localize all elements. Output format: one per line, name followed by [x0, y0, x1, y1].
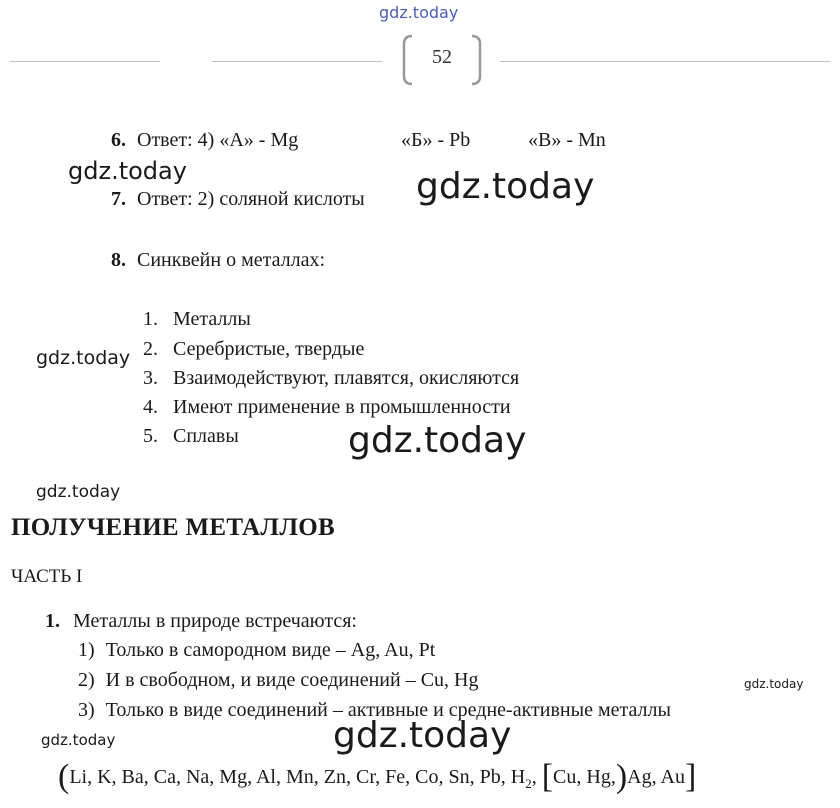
list-text: Взаимодействуют, плавятся, окисляются [173, 367, 520, 389]
option-text: Только в самородном виде – Ag, Au, Pt [105, 639, 436, 661]
header-rule-left [10, 61, 160, 62]
option-text: Только в виде соединений – активные и средне-активные металлы [105, 699, 671, 721]
option-number: 1) [78, 639, 95, 661]
question-1 [45, 610, 357, 633]
list-number: 5. [143, 425, 158, 447]
option-item [78, 669, 478, 692]
answer-6-b: «Б» - Pb [401, 129, 471, 151]
cinquain-item [143, 425, 239, 448]
watermark: gdz.today [36, 482, 121, 502]
series-comma: , [531, 766, 537, 788]
part-title: ЧАСТЬ I [11, 566, 83, 587]
series-list: Li, K, Ba, Ca, Na, Mg, Al, Mn, Zn, Cr, Fe, Co, Sn, Pb, H [69, 766, 526, 788]
header-rule-right [500, 61, 830, 62]
section-title: ПОЛУЧЕНИЕ МЕТАЛЛОВ [11, 514, 335, 541]
item-number: 8. [111, 249, 126, 271]
close-paren: ) [615, 758, 628, 795]
answer-6 [111, 129, 298, 152]
question-text: Металлы в природе встречаются: [73, 610, 357, 632]
header-rule-left-2 [212, 61, 382, 62]
watermark: gdz.today [68, 157, 187, 185]
item-number: 7. [111, 188, 126, 210]
open-bracket: [ [541, 758, 554, 795]
item-number: 6. [111, 129, 126, 151]
watermark: gdz.today [416, 166, 595, 207]
page-number: 52 [432, 46, 452, 68]
page-number-box [402, 34, 482, 86]
option-item [78, 639, 435, 662]
option-number: 2) [78, 669, 95, 691]
subscript: 2 [525, 776, 532, 791]
answer-6-c: «В» - Mn [528, 129, 606, 151]
answer-text: Синквейн о металлах: [137, 249, 326, 271]
question-number: 1. [45, 610, 60, 632]
cinquain-item [143, 338, 364, 361]
list-text: Имеют применение в промышленности [173, 396, 511, 418]
option-text: И в свободном, и виде соединений – Cu, Hg [105, 669, 479, 691]
watermark: gdz.today [744, 677, 804, 691]
series-tail: Ag, Au [627, 766, 685, 788]
list-number: 4. [143, 396, 158, 418]
close-bracket: ] [684, 758, 697, 795]
watermark: gdz.today [333, 715, 512, 756]
option-number: 3) [78, 699, 95, 721]
activity-series [58, 756, 697, 795]
watermark-top: gdz.today [379, 3, 459, 22]
series-inner: Cu, Hg, [553, 766, 616, 788]
cinquain-item [143, 396, 511, 419]
open-paren: ( [58, 758, 70, 795]
list-number: 2. [143, 338, 158, 360]
answer-8 [111, 249, 325, 272]
cinquain-item [143, 367, 519, 390]
cinquain-item [143, 308, 251, 331]
watermark: gdz.today [41, 731, 116, 749]
answer-7 [111, 188, 365, 211]
answer-text: Ответ: 4) «А» - Mg [137, 129, 299, 151]
list-text: Сплавы [173, 425, 239, 447]
list-text: Металлы [173, 308, 251, 330]
list-number: 3. [143, 367, 158, 389]
answer-text: Ответ: 2) соляной кислоты [137, 188, 365, 210]
watermark: gdz.today [36, 347, 131, 369]
list-text: Серебристые, твердые [173, 338, 365, 360]
list-number: 1. [143, 308, 158, 330]
watermark: gdz.today [348, 420, 527, 461]
